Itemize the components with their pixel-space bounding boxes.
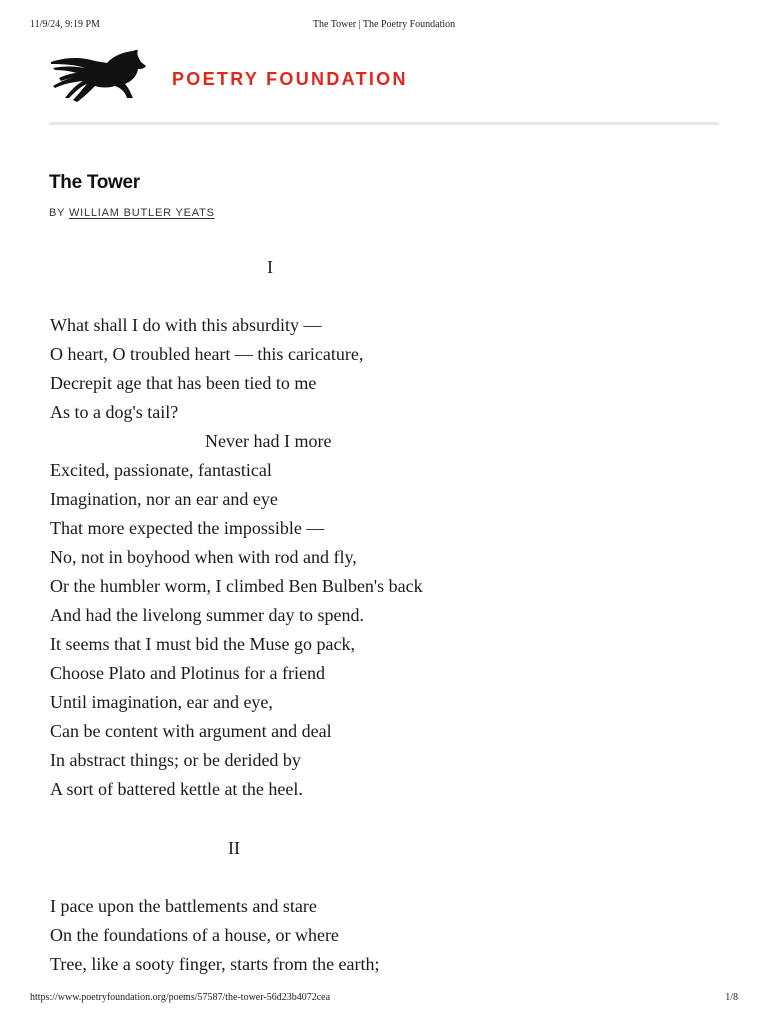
site-wordmark[interactable]: POETRY FOUNDATION bbox=[172, 69, 408, 89]
poem-line: Or the humbler worm, I climbed Ben Bulben's back bbox=[50, 576, 423, 596]
poem-line: Never had I more bbox=[205, 431, 332, 451]
poem-line: On the foundations of a house, or where bbox=[50, 925, 339, 945]
poem-line: As to a dog's tail? bbox=[50, 402, 179, 422]
poem-line: A sort of battered kettle at the heel. bbox=[50, 779, 303, 799]
poem-line: And had the livelong summer day to spend. bbox=[50, 605, 364, 625]
poem-line: O heart, O troubled heart — this caricature, bbox=[50, 344, 364, 364]
poem-line: What shall I do with this absurdity — bbox=[50, 315, 322, 335]
poem-line: No, not in boyhood when with rod and fly, bbox=[50, 547, 357, 567]
poem-line: Imagination, nor an ear and eye bbox=[50, 489, 278, 509]
poem-line: Until imagination, ear and eye, bbox=[50, 692, 273, 712]
poem-title: The Tower bbox=[49, 172, 140, 193]
poem-line: Excited, passionate, fantastical bbox=[50, 460, 272, 480]
byline bbox=[49, 207, 215, 219]
poem-line: In abstract things; or be derided by bbox=[50, 750, 301, 770]
poem-line: Decrepit age that has been tied to me bbox=[50, 373, 317, 393]
poem-line: I pace upon the battlements and stare bbox=[50, 896, 317, 916]
header-divider bbox=[49, 122, 719, 125]
print-date: 11/9/24, 9:19 PM bbox=[30, 19, 100, 30]
section-numeral: I bbox=[267, 257, 273, 277]
poem-line: Can be content with argument and deal bbox=[50, 721, 332, 741]
poem-line: It seems that I must bid the Muse go pack, bbox=[50, 634, 355, 654]
page-number: 1/8 bbox=[725, 992, 738, 1003]
section-numeral: II bbox=[228, 838, 240, 858]
author-link[interactable]: WILLIAM BUTLER YEATS bbox=[68, 207, 215, 219]
site-masthead bbox=[49, 48, 719, 110]
poem-line: That more expected the impossible — bbox=[50, 518, 325, 538]
page-url: https://www.poetryfoundation.org/poems/57587/the-tower-56d23b4072cea bbox=[30, 992, 331, 1003]
poem-line: Choose Plato and Plotinus for a friend bbox=[50, 663, 325, 683]
print-page-title: The Tower | The Poetry Foundation bbox=[312, 19, 456, 30]
pegasus-logo-icon[interactable] bbox=[49, 48, 147, 110]
byline-prefix: BY bbox=[49, 207, 66, 219]
poem-line: Tree, like a sooty finger, starts from the earth; bbox=[50, 954, 380, 974]
